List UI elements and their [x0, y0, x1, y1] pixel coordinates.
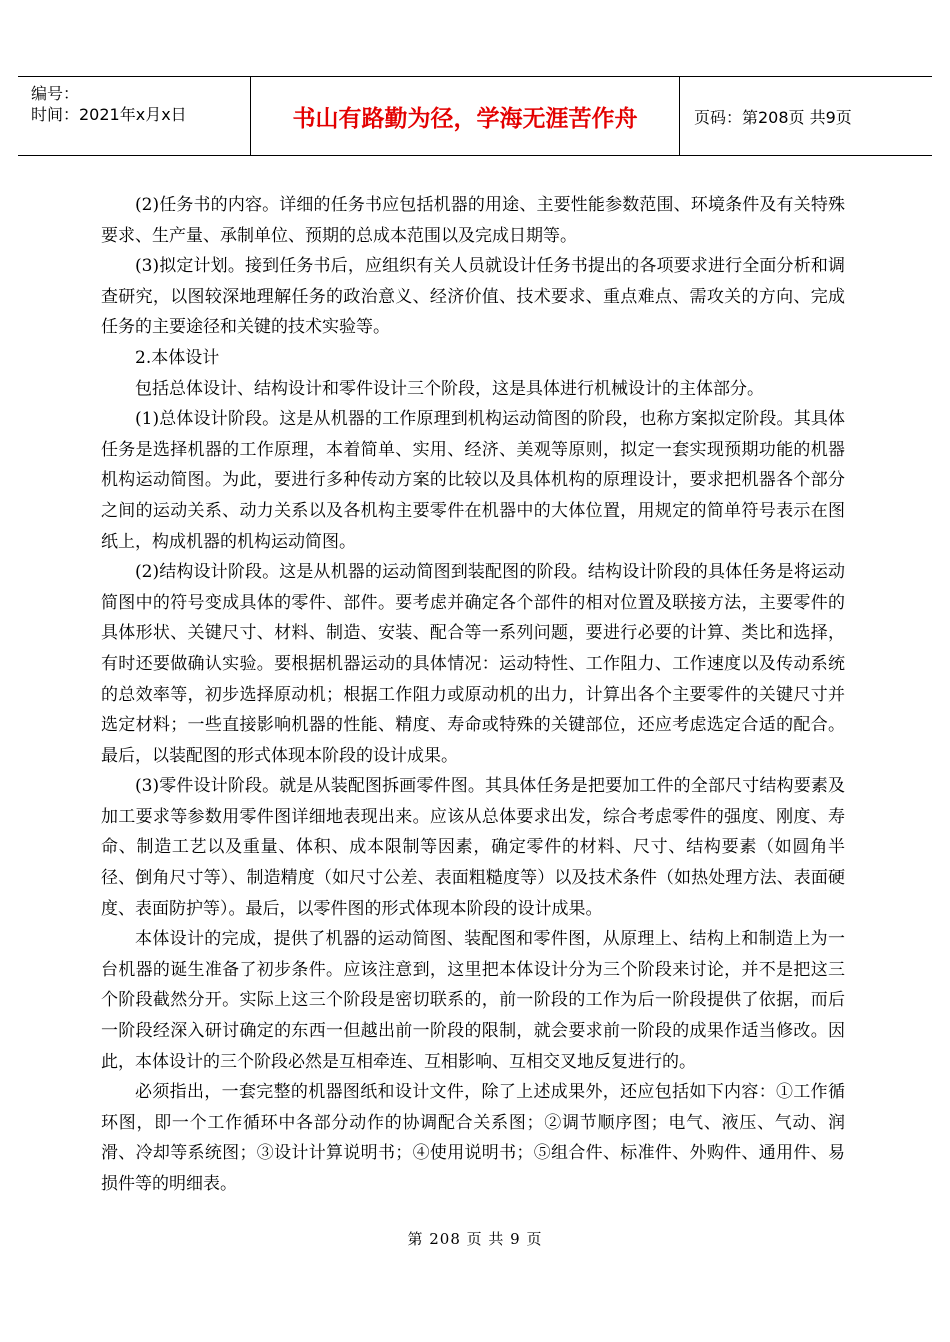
header-motto-cell: [251, 77, 680, 155]
page-header: [18, 76, 932, 156]
page-footer: [0, 1228, 950, 1249]
paragraph-body-design-intro: 包括总体设计、结构设计和零件设计三个阶段，这是具体进行机械设计的主体部分。: [135, 378, 764, 399]
document-body: [101, 190, 845, 1200]
paragraph-plan: (3)拟定计划。接到任务书后，应组织有关人员就设计任务书提出的各项要求进行全面分析和调查研究，以图较深地理解任务的政治意义、经济价值、技术要求、重点难点、需攻关的方向、完成任务的主要途径和关键的技术实验等。: [101, 256, 845, 338]
paragraph-design-completion: 本体设计的完成，提供了机器的运动简图、装配图和零件图，从原理上、结构上和制造上为一台机器的诞生准备了初步条件。应该注意到，这里把本体设计分为三个阶段来讨论，并不是把这三个阶段截然分开。实际上这三个阶段是密切联系的，前一阶段的工作为后一阶段提供了依据，而后一阶段经深入研讨确定的东西一但越出前一阶段的限制，就会要求前一阶段的成果作适当修改。因此，本体设计的三个阶段必然是互相牵连、互相影响、互相交叉地反复进行的。: [101, 929, 845, 1072]
section-heading-body-design: 2.本体设计: [135, 347, 220, 368]
header-info-cell: [18, 77, 251, 155]
paragraph-task-content: (2)任务书的内容。详细的任务书应包括机器的用途、主要性能参数范围、环境条件及有关特殊要求、生产量、承制单位、预期的总成本范围以及完成日期等。: [101, 195, 845, 246]
paragraph-documents-list: 必须指出，一套完整的机器图纸和设计文件，除了上述成果外，还应包括如下内容：①工作循环图，即一个工作循环中各部分动作的协调配合关系图；②调节顺序图；电气、液压、气动、润滑、冷却等系统图；③设计计算说明书；④使用说明书；⑤组合件、标准件、外购件、通用件、易损件等的明细表。: [101, 1082, 845, 1194]
footer-page-number: 第 208 页 共 9 页: [407, 1230, 543, 1248]
header-page-cell: [680, 77, 932, 155]
paragraph-structure-design: (2)结构设计阶段。这是从机器的运动简图到装配图的阶段。结构设计阶段的具体任务是将运动简图中的符号变成具体的零件、部件。要考虑并确定各个部件的相对位置及联接方法，主要零件的具体形状、关键尺寸、材料、制造、安装、配合等一系列问题，要进行必要的计算、类比和选择，有时还要做确认实验。要根据机器运动的具体情况：运动特性、工作阻力、工作速度以及传动系统的总效率等，初步选择原动机；根据工作阻力或原动机的出力，计算出各个主要零件的关键尺寸并选定材料；一些直接影响机器的性能、精度、寿命或特殊的关键部位，还应考虑选定合适的配合。最后，以装配图的形式体现本阶段的设计成果。: [101, 562, 845, 766]
header-page-number: 页码：第208页 共9页: [694, 107, 852, 127]
document-time-label: 时间：2021年x月x日: [31, 105, 187, 124]
paragraph-part-design: (3)零件设计阶段。就是从装配图拆画零件图。其具体任务是把要加工件的全部尺寸结构要素及加工要求等参数用零件图详细地表现出来。应该从总体要求出发，综合考虑零件的强度、刚度、寿命、制造工艺以及重量、体积、成本限制等因素，确定零件的材料、尺寸、结构要素（如圆角半径、倒角尺寸等）、制造精度（如尺寸公差、表面粗糙度等）以及技术条件（如热处理方法、表面硬度、表面防护等）。最后，以零件图的形式体现本阶段的设计成果。: [101, 776, 845, 919]
header-motto: 书山有路勤为径，学海无涯苦作舟: [292, 105, 638, 132]
document-number-label: 编号：: [31, 84, 80, 103]
paragraph-overall-design: (1)总体设计阶段。这是从机器的工作原理到机构运动简图的阶段，也称方案拟定阶段。其具体任务是选择机器的工作原理，本着简单、实用、经济、美观等原则，拟定一套实现预期功能的机器机构运动简图。为此，要进行多种传动方案的比较以及具体机构的原理设计，要求把机器各个部分之间的运动关系、动力关系以及各机构主要零件在机器中的大体位置，用规定的简单符号表示在图纸上，构成机器的机构运动简图。: [101, 409, 845, 552]
